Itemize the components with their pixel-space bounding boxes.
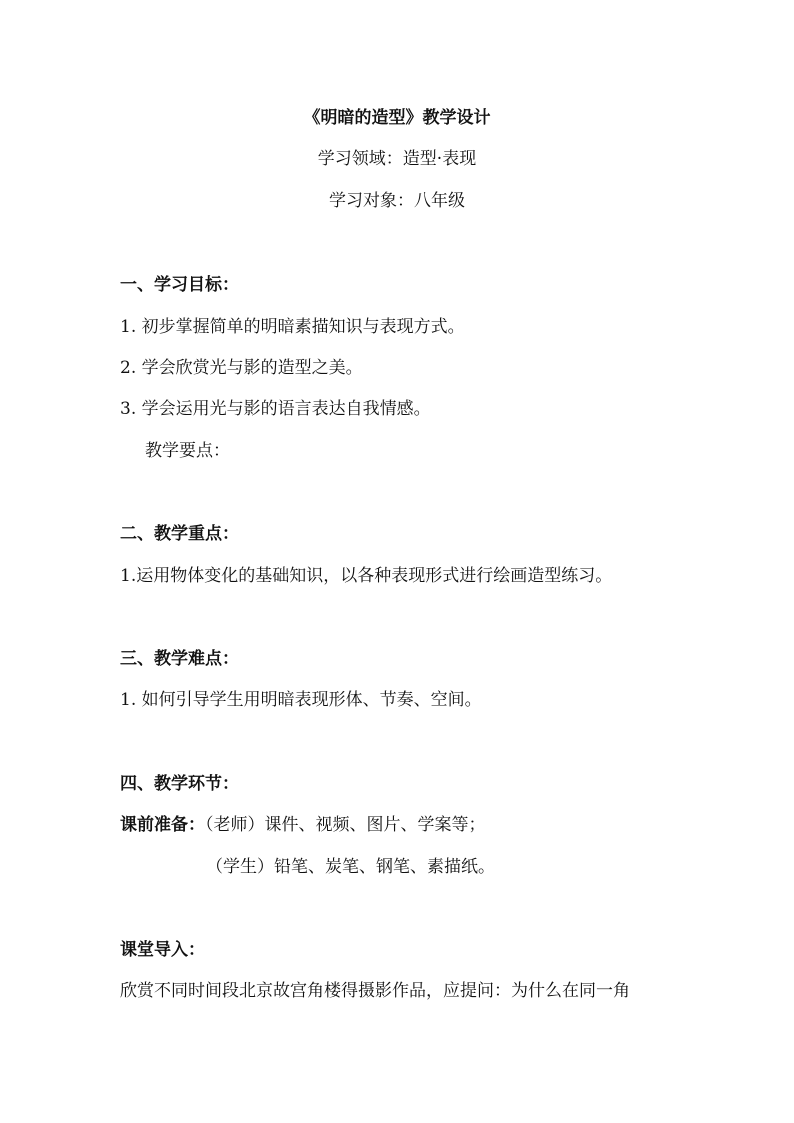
section-heading-objectives: 一、学习目标： <box>120 275 239 295</box>
objective-item-3: 3. 学会运用光与影的语言表达自我情感。 <box>120 399 431 419</box>
preparation-teacher-line <box>120 814 486 836</box>
section-heading-introduction: 课堂导入： <box>120 940 205 960</box>
preparation-student: （学生）铅笔、炭笔、钢笔、素描纸。 <box>206 857 495 877</box>
objective-item-1: 1. 初步掌握简单的明暗素描知识与表现方式。 <box>120 317 465 337</box>
introduction-text: 欣赏不同时间段北京故宫角楼得摄影作品，应提问：为什么在同一角 <box>120 981 630 1001</box>
document-title: 《明暗的造型》教学设计 <box>303 108 491 128</box>
section-heading-procedure: 四、教学环节： <box>120 774 239 794</box>
objective-item-2: 2. 学会欣赏光与影的造型之美。 <box>120 358 363 378</box>
section-heading-key-points: 二、教学重点： <box>120 524 239 544</box>
difficulty-item-1: 1. 如何引导学生用明暗表现形体、节奏、空间。 <box>120 690 482 710</box>
section-heading-difficulties: 三、教学难点： <box>120 649 239 669</box>
learning-audience: 学习对象：八年级 <box>329 191 465 211</box>
preparation-teacher: （老师）课件、视频、图片、学案等； <box>205 815 486 835</box>
key-point-item-1: 1.运用物体变化的基础知识，以各种表现形式进行绘画造型练习。 <box>120 566 613 586</box>
learning-field: 学习领域：造型·表现 <box>317 149 477 169</box>
preparation-label: 课前准备： <box>120 815 205 835</box>
teaching-points-label: 教学要点： <box>145 441 230 461</box>
